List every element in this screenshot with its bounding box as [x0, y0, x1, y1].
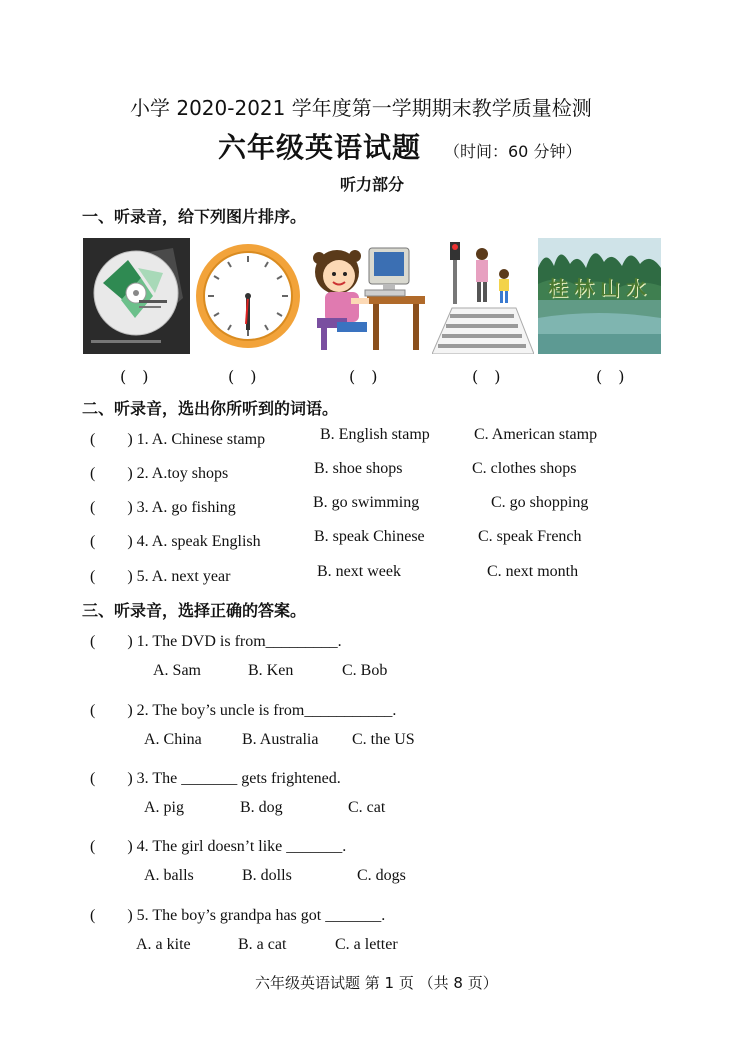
- s2-q5-option-a[interactable]: ( ) 5. A. next year: [90, 568, 231, 585]
- s3-q2-option-c[interactable]: C. the US: [352, 731, 415, 748]
- bracket-1[interactable]: ( ): [120, 367, 149, 386]
- crossing-street-image: [432, 238, 534, 354]
- s2-q4-option-a[interactable]: ( ) 4. A. speak English: [90, 533, 261, 550]
- s2-q2-option-c[interactable]: C. clothes shops: [472, 460, 577, 477]
- s3-q4-question: ( ) 4. The girl doesn’t like _______.: [90, 838, 347, 855]
- guilin-landscape-image: [538, 238, 661, 354]
- s3-q2-option-b[interactable]: B. Australia: [242, 731, 319, 748]
- s3-q2-question: ( ) 2. The boy’s uncle is from___________.: [90, 702, 397, 719]
- clock-image: [193, 238, 303, 354]
- s2-q5-option-c[interactable]: C. next month: [487, 563, 579, 580]
- girl-computer-image: [307, 238, 427, 354]
- s3-q2-option-a[interactable]: A. China: [144, 731, 202, 748]
- section3-heading: 三、听录音，选择正确的答案。: [82, 601, 307, 620]
- s3-q1-option-b[interactable]: B. Ken: [248, 662, 294, 679]
- s3-q5-option-a[interactable]: A. a kite: [136, 936, 191, 953]
- s2-q1-option-c[interactable]: C. American stamp: [474, 426, 598, 443]
- s2-q1-option-a[interactable]: ( ) 1. A. Chinese stamp: [90, 431, 266, 448]
- section2-heading: 二、听录音，选出你所听到的词语。: [82, 399, 339, 418]
- s3-q4-option-c[interactable]: C. dogs: [357, 867, 406, 884]
- school-line: 小学 2020-2021 学年度第一学期期末教学质量检测: [130, 96, 592, 120]
- page-title: 六年级英语试题: [218, 131, 422, 164]
- s2-q2-option-b[interactable]: B. shoe shops: [314, 460, 403, 477]
- s3-q3-option-a[interactable]: A. pig: [144, 799, 184, 816]
- bracket-5[interactable]: ( ): [596, 367, 625, 386]
- s3-q4-option-a[interactable]: A. balls: [144, 867, 194, 884]
- bracket-2[interactable]: ( ): [228, 367, 257, 386]
- guilin-text: 桂林山水: [548, 276, 652, 300]
- s2-q1-option-b[interactable]: B. English stamp: [320, 426, 430, 443]
- s3-q1-option-a[interactable]: A. Sam: [153, 662, 201, 679]
- s2-q5-option-b[interactable]: B. next week: [317, 563, 401, 580]
- s3-q1-option-c[interactable]: C. Bob: [342, 662, 388, 679]
- s2-q2-option-a[interactable]: ( ) 2. A.toy shops: [90, 465, 229, 482]
- part-label: 听力部分: [340, 175, 405, 194]
- s2-q3-option-c[interactable]: C. go shopping: [491, 494, 589, 511]
- s3-q3-question: ( ) 3. The _______ gets frightened.: [90, 770, 341, 787]
- s3-q5-option-b[interactable]: B. a cat: [238, 936, 287, 953]
- bracket-3[interactable]: ( ): [349, 367, 378, 386]
- page-footer: 六年级英语试题 第 1 页 （共 8 页）: [255, 974, 498, 992]
- s3-q3-option-b[interactable]: B. dog: [240, 799, 283, 816]
- s3-q5-option-c[interactable]: C. a letter: [335, 936, 398, 953]
- cd-disc-image: [83, 238, 190, 354]
- s3-q4-option-b[interactable]: B. dolls: [242, 867, 292, 884]
- bracket-4[interactable]: ( ): [472, 367, 501, 386]
- s3-q5-question: ( ) 5. The boy’s grandpa has got _______.: [90, 907, 386, 924]
- s2-q3-option-b[interactable]: B. go swimming: [313, 494, 420, 511]
- s3-q3-option-c[interactable]: C. cat: [348, 799, 386, 816]
- s2-q4-option-b[interactable]: B. speak Chinese: [314, 528, 425, 545]
- section1-heading: 一、听录音，给下列图片排序。: [82, 207, 307, 226]
- s2-q4-option-c[interactable]: C. speak French: [478, 528, 582, 545]
- s2-q3-option-a[interactable]: ( ) 3. A. go fishing: [90, 499, 236, 516]
- s3-q1-question: ( ) 1. The DVD is from_________.: [90, 633, 342, 650]
- time-note: （时间：60 分钟）: [444, 142, 582, 161]
